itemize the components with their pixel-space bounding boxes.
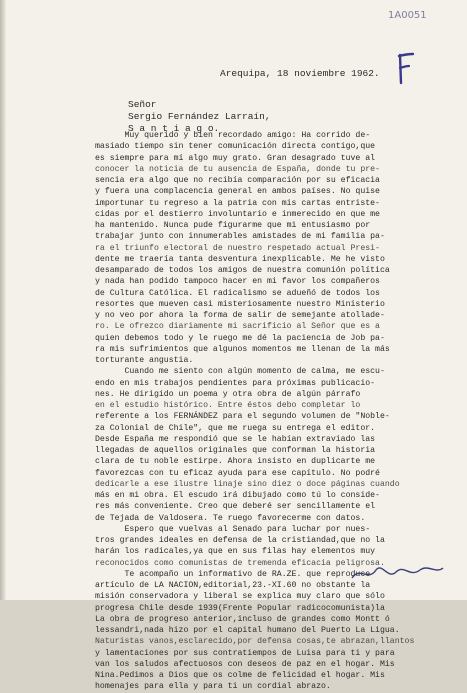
letter-line: desamparado de todos los amigos de nuestra comunión política <box>95 266 390 275</box>
letter-line: endo en mis trabajos pendientes para próximas publicacio- <box>95 378 376 388</box>
letter-line: dedicarle a ese ilustre linaje sino diez o doce páginas cuando <box>95 479 400 489</box>
archive-reference: 1A0051 <box>388 10 427 21</box>
letter-line: y lamentaciones por sus contratiempos de Luisa para ti y para <box>95 648 395 658</box>
letter-line: es siempre para mí algo muy grato. Gran desagrado tuve al <box>95 153 376 163</box>
letter-line: de Cultura Católica. El radicalismo se adueñó de todos los <box>95 288 380 298</box>
dateline: Arequipa, 18 noviembre 1962. <box>220 68 380 79</box>
letter-line: referente a los FERNÁNDEZ para el segundo volumen de "Noble- <box>95 412 390 422</box>
letter-line: de Tejada de Valdosera. Te ruego favorecerme con datos. <box>95 513 366 523</box>
letter-line: favorezcas con tu eficaz ayuda para ese capítulo. No podré <box>95 468 380 478</box>
recipient-name: Sergio Fernández Larraín, <box>128 111 271 122</box>
letter-line: res más conveniente. Creo que deberé ser sencillamente el <box>95 502 376 512</box>
letter-line: y no veo por ahora la forma de salir de semejante atollade- <box>95 311 385 320</box>
letter-line: resortes que mueven casi misteriosamente nuestro Ministerio <box>95 299 385 309</box>
handwritten-annotation <box>350 560 445 586</box>
letter-line: trabajar junto con innumerables amistades de mi familia pa- <box>95 232 385 242</box>
letter-line: torturante angustia. <box>95 356 194 365</box>
letter-line: ra mis sufrimientos que algunos momentos me llenan de la más <box>95 344 390 354</box>
letter-line: y fuera una complacencia general en ambos países. No quise <box>95 187 380 197</box>
letter-line: importunar tu regreso a la patria con mis cartas entriste- <box>95 198 380 208</box>
letter-line: Te acompaño un informativo de RA.ZE. que reproduce <box>95 569 371 579</box>
letter-line: harán los radicales,ya que en sus filas hay elementos muy <box>95 547 376 557</box>
handwritten-f-mark <box>394 52 416 86</box>
letter-line: progresa Chile desde 1939(Frente Popular radicocomunista)la <box>95 603 385 613</box>
letter-line: y nada han podido tampoco hacer en mi favor los compañeros <box>95 277 380 287</box>
letter-line: lessandri,nada hizo por el capital humano del Puerto La Ligua. <box>95 626 400 635</box>
letter-line: Muy querido y bien recordado amigo: Ha corrido de- <box>95 131 371 140</box>
letter-line: más en mi obra. El escudo irá dibujado como tú lo conside- <box>95 491 380 500</box>
letter-line: tros grandes ideales en defensa de la cristiandad,que no la <box>95 536 385 545</box>
letter-line: La obra de progreso anterior,incluso de grandes como Montt ó <box>95 614 390 624</box>
letter-line: clara de tu noble estirpe. Ahora insisto en duplicarte me <box>95 457 376 467</box>
letter-line: ro. Le ofrezco diariamente mi sacrificio al Señor que es a <box>95 322 380 332</box>
letter-line: conocer la noticia de tu ausencia de España, donde tu pre- <box>95 164 380 174</box>
letter-line: za Colonial de Chile", que me ruega su entrega el editor. <box>95 423 376 433</box>
letter-line: sencia era algo que no recibía comparación por su eficacia <box>95 176 380 185</box>
letter-line: masiado tiempo sin tener comunicación directa contigo,que <box>95 142 376 152</box>
letter-line: nes. He dirigido un poema y otra obra de algún párrafo <box>95 389 361 399</box>
letter-line: homenajes para ella y para ti un cordial abrazo. <box>95 682 331 692</box>
letter-line: artículo de LA NACION,editorial,23.-XI.60 no obstante la <box>95 581 371 590</box>
letter-line: llegadas de aquellos originales que conforman la historia <box>95 446 376 455</box>
letter-line: en el estudio histórico. Entre éstos debo completar lo <box>95 401 361 410</box>
letter-line: cidas por el destierro involuntario e inmerecido en que me <box>95 209 380 219</box>
letter-line: quien debemos todo y le ruego me dé la paciencia de Job pa- <box>95 333 385 343</box>
letter-line: Nina.Pedimos a Dios que os colme de felicidad el hogar. Mis <box>95 671 385 680</box>
letter-line: Cuando me siento con algún momento de calma, me escu- <box>95 367 385 377</box>
recipient-salutation: Señor <box>128 99 157 110</box>
letter-line: Espero que vuelvas al Senado para luchar por nues- <box>95 524 371 534</box>
letter-line: dente me traería tanta desventura inexplicable. Me he visto <box>95 254 385 264</box>
letter-line: van los saludos afectuosos con deseos de paz en el hogar. Mis <box>95 659 395 669</box>
letter-line: Naturistas vanos,esclarecido,por defensa cosas,te abrazan,llantos <box>95 637 415 647</box>
letter-line: reconocidos como comunistas de tremenda eficacia peligrosa. <box>95 558 385 568</box>
letter-line: ha mantenido. Nunca pude figurarme que mi entusiasmo por <box>95 221 371 230</box>
recipient-city: S a n t i a g o. <box>128 123 220 134</box>
letter-body <box>95 130 463 693</box>
letter-line: misión conservadora y liberal se explica muy claro que sólo <box>95 592 385 602</box>
letter-line: Desde España me respondió que se le habían extraviado las <box>95 434 376 444</box>
letter-line: ra el triunfo electoral de nuestro respetado actual Presi- <box>95 243 380 253</box>
